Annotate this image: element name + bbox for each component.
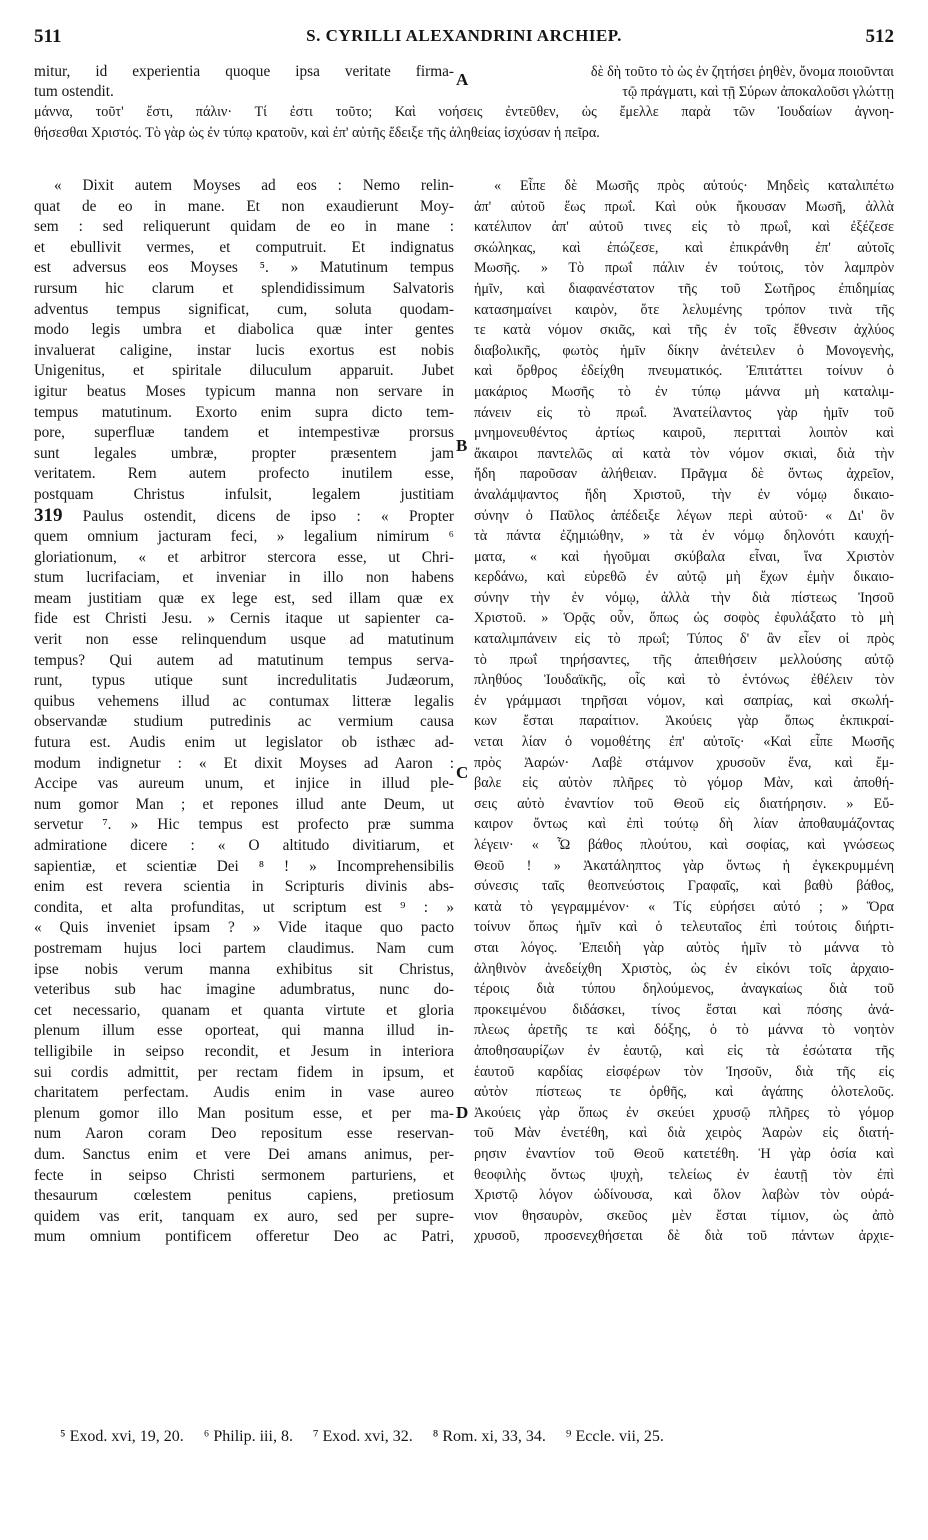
greek-line: σύνην ὁ Παῦλος ἀπέδειξε λέγων περὶ αὐτοῦ· « Δι' ὃν — [474, 507, 894, 524]
latin-line: sapientiæ, et scientiæ Dei ⁸ ! » Incomprehensibilis — [34, 857, 454, 875]
latin-line: sunt legales umbræ, propter præsentem jam — [34, 444, 454, 462]
greek-top-line: τῷ πράγματι, καὶ τῇ Σύρων ἀποκαλοῦσι γλώττῃ — [622, 84, 894, 100]
latin-line: tempus? Qui autem ad matutinum tempus serva- — [34, 651, 454, 669]
latin-line: thesaurum cœlestem penitus capiens, pretiosum — [34, 1187, 454, 1205]
footnotes — [60, 1428, 888, 1446]
full-width-line: μάννα, τοῦτ' ἔστι, πάλιν· Τί ἐστι τοῦτο; Καὶ νοήσεις ἐντεῦθεν, ὡς ἔμελλε παρὰ τῶν Ἰουδαίων ἀγνοη- — [34, 104, 894, 120]
latin-line: mum omnium pontificem offeretur Deo ac Patri, — [34, 1228, 454, 1246]
greek-line: Χριστοῦ. » Ὁρᾷς οὖν, ὅπως ὡς σοφὸς ἐφυλάξατο τὸ μὴ — [474, 610, 894, 627]
latin-line: postquam Christus infulsit, legalem justitiam — [34, 485, 454, 503]
greek-line: θεοφιλὴς ὄντως ψυχὴ, τελείως ἐν ἑαυτῇ τὸν ἐπὶ — [474, 1166, 894, 1183]
latin-line: enim est revera scientia in Scripturis divinis abs- — [34, 878, 454, 896]
footnote: ⁵ Exod. xvi, 19, 20. — [60, 1428, 184, 1445]
running-title: S. CYRILLI ALEXANDRINI ARCHIEP. — [306, 26, 622, 45]
greek-line: τοίνυν ὅπως ἡμῖν καὶ ὁ τελευταῖος ἐπὶ τούτοις διήρτι- — [474, 919, 894, 936]
greek-text-column — [474, 176, 894, 1247]
greek-line: τέροις διὰ τύπου δηλούμενος, ἀναγκαίως διὰ τοῦ — [474, 981, 894, 998]
greek-line: Ἀκούεις γὰρ ὅπως ἐν σκεύει χρυσῷ πλῆρες τὸ γόμορ — [474, 1104, 894, 1121]
page-header — [30, 26, 898, 52]
greek-line: κατασημαίνει καιρὸν, ὅτε λελυμένης τρόπον τινὰ τῆς — [474, 301, 894, 318]
left-page-number: 511 — [34, 26, 62, 47]
latin-line: quat de eo in mane. Et non exaudierunt Moy- — [34, 197, 454, 215]
latin-text-column — [34, 176, 454, 1248]
greek-line: τὸ πρωΐ τηρήσαντες, τῆς ἀπειθήσειν μελλούσης αὐτῷ — [474, 651, 894, 668]
latin-line: dum. Sanctus enim et vere Dei amans animus, per- — [34, 1145, 454, 1163]
latin-line: tempus matutinum. Exorto enim supra dicto tem- — [34, 403, 454, 421]
greek-line: ἑαυτοῦ καρδίας εἰσφέρων τὸν Ἰησοῦν, διὰ τῆς εἰς — [474, 1063, 894, 1080]
latin-line: fecte in seipso Christi sermonem parturiens, et — [34, 1166, 454, 1184]
latin-line: adventus tempus significat, cum, soluta quodam- — [34, 300, 454, 318]
latin-line: meam justitiam quæ ex lege est, sed illam quæ ex — [34, 589, 454, 607]
latin-line: modo legis umbra et diabolica quæ inter gentes — [34, 321, 454, 339]
latin-line: « Dixit autem Moyses ad eos : Nemo relin- — [54, 177, 454, 194]
column-number-marker: 319 — [34, 505, 63, 526]
latin-top-line: mitur, id experientia quoque ipsa veritate firma- — [34, 63, 454, 80]
greek-line: τοῦ Μὰν ἐνετέθη, καὶ διὰ χειρὸς Ἀαρὼν εἰς διατή- — [474, 1125, 894, 1142]
latin-line: gloriationum, « et arbitror stercora esse, ut Chri- — [34, 548, 454, 566]
greek-line: αὐτὸν πίστεως τε ὀρθῆς, καὶ ἀγάπης ὁλοτελοῦς. — [474, 1084, 894, 1101]
greek-line: καιρον ὄντως καὶ ἐπὶ τούτῳ δὴ λίαν ἀποθαυμάζοντας — [474, 816, 894, 833]
latin-line: charitatem perfectam. Audis enim in vase aureo — [34, 1084, 454, 1102]
latin-line: veritatem. Rem autem profecto inutilem esse, — [34, 465, 454, 483]
greek-line: ἀναλάμψαντος ἤδη Χριστοῦ, τὴν ἐν νόμῳ δικαιο- — [474, 486, 894, 503]
greek-line: νεται λίαν ὁ νομοθέτης ἐπ' αὐτοῖς· «Καὶ εἶπε Μωσῆς — [474, 734, 894, 751]
margin-letter-a: A — [456, 70, 469, 89]
greek-line: κατὰ τὸ γεγραμμένον· « Τίς εὑρήσει αὐτό ; » Ὅρα — [474, 898, 894, 915]
greek-line: σεις αὐτὸ ἐναντίον τοῦ Θεοῦ εἰς διατήρησιν. » Εὔ- — [474, 795, 894, 812]
greek-line: κερδάνω, καὶ εὑρεθῶ ἐν αὐτῷ μὴ ἔχων ἐμὴν δικαιο- — [474, 569, 894, 586]
margin-letter-c: C — [456, 763, 469, 782]
latin-line: Accipe vas aureum unum, et injice in illud ple- — [34, 775, 454, 793]
greek-line: ἀποθησαυρίζων ἐν ἑαυτῷ, καὶ εἰς τὰ ἐσώτατα τῆς — [474, 1042, 894, 1059]
greek-line: Χριστῷ λόγον ὠδίνουσα, καὶ ὅλον λαβὼν τὸν οὐρά- — [474, 1187, 894, 1204]
footnote: ⁶ Philip. iii, 8. — [203, 1428, 293, 1445]
greek-line: προκειμένου διδάσκει, τίνος ἔσται καὶ πόσης ἀνά- — [474, 1001, 894, 1018]
latin-line: 319 Paulus ostendit, dicens de ipso : « Propter — [34, 505, 454, 526]
latin-line: igitur beatus Moses typicum manna non servare in — [34, 382, 454, 400]
greek-line: σύνεσις ταῖς θεοπνεύστοις Γραφαῖς, καὶ βαθὺ βάθος, — [474, 878, 894, 895]
greek-line: πάνειν εἰς τὸ πρωΐ. Ἀνατείλαντος γὰρ ἡμῖν τοῦ — [474, 404, 894, 421]
latin-line: cet necessario, quanam et quanta virtute et gloria — [34, 1001, 454, 1019]
latin-line: plenum illum esse oporteat, qui manna illud in- — [34, 1022, 454, 1040]
footnote: ⁹ Eccle. vii, 25. — [565, 1428, 664, 1445]
margin-letter-b: B — [456, 436, 468, 455]
latin-line: runt, typus utique sunt incredulitatis Judæorum, — [34, 672, 454, 690]
latin-line: est adversus eos Moyses ⁵. » Matutinum tempus — [34, 259, 454, 277]
latin-line: servetur ⁷. » Hic tempus est profecto præ summa — [34, 816, 454, 834]
latin-line: pore, superfluæ tandem et intempestivæ prorsus — [34, 424, 454, 442]
greek-line: καὶ ὄρθρος ἐδείχθη πνευματικός. Ἐπιτάττει τοίνυν ὁ — [474, 363, 894, 380]
latin-line: plenum gomor illo Man positum esse, et per ma- — [34, 1104, 454, 1122]
full-width-line: θήσεσθαι Χριστός. Τὸ γὰρ ὡς ἐν τύπῳ κρατοῦν, καὶ ἐπ' αὐτῆς ἔδειξε τῆς ἀληθείας ἰσχύσαν ἡ πεῖρα. — [34, 125, 600, 141]
latin-line: quidem vas erit, tanquam ex auro, sed per supre- — [34, 1207, 454, 1225]
greek-line: πληθύος Ἰουδαϊκῆς, οἷς καὶ τὸ ἐντόνως ἐθέλειν τὸν — [474, 672, 894, 689]
latin-line: veteribus sub hac imagine adumbratus, nunc do- — [34, 981, 454, 999]
latin-line: postremam hujus loci partem claudimus. Nam cum — [34, 939, 454, 957]
latin-line: sui cordis admittit, per rectam fidem in ipsum, et — [34, 1063, 454, 1081]
latin-line: rursum hic clarum et splendidissimum Salvatoris — [34, 279, 454, 297]
greek-line: καταλιμπάνειν εἰς τὸ πρωΐ; Τύπος δ' ἂν εἶεν οἱ πρὸς — [474, 631, 894, 648]
greek-top-line: δὲ δὴ τοῦτο τὸ ὡς ἐν ζητήσει ῥηθὲν, ὄνομα ποιοῦνται — [590, 64, 894, 80]
greek-line: ἄκαιροι παντελῶς αἱ κατὰ τὸν νόμον σκιαὶ, διὰ τὴν — [474, 445, 894, 462]
greek-line: χρυσοῦ, προσενεχθήσεται δὲ διὰ τοῦ πάντων ἀρχιε- — [474, 1228, 894, 1245]
latin-line: modum indignetur : « Et dixit Moyses ad Aaron : — [34, 754, 454, 772]
latin-line: futura est. Audis enim ut legislator ob isthæc ad- — [34, 734, 454, 752]
latin-line: Unigenitus, et spiritale diluculum apparuit. Jubet — [34, 362, 454, 380]
greek-line: μνημονευθέντος ἀρτίως καιροῦ, περιτταὶ λοιπὸν καὶ — [474, 425, 894, 442]
latin-line: quibus vehemens illud ac contumax litteræ legalis — [34, 692, 454, 710]
greek-line: νιον θησαυρὸν, σκεῦος μὲν ἔσται τίμιον, ὡς ἀπὸ — [474, 1207, 894, 1224]
greek-line: λέγειν· « Ὦ βάθος πλούτου, καὶ σοφίας, καὶ γνώσεως — [474, 837, 894, 853]
greek-full-width-paragraph — [34, 102, 894, 144]
margin-letter-d: D — [456, 1103, 469, 1122]
greek-line: ἀπ' αὐτοῦ ἕως πρωΐ. Καὶ οὐκ ἤκουσαν Μωσῆ, ἀλλὰ — [474, 198, 894, 215]
greek-line: διαβολικῆς, φωτὸς ἡμῖν δίκην ἀνέτειλεν ὁ Μονογενὴς, — [474, 342, 894, 359]
latin-top-column — [34, 62, 454, 102]
greek-line: σύνην τὴν ἐν νόμῳ, ἀλλὰ τὴν διὰ πίστεως Ἰησοῦ — [474, 589, 894, 606]
greek-line: βαλε εἰς αὐτὸν πλῆρες τὸ γόμορ Μὰν, καὶ ἀποθή- — [474, 775, 894, 792]
latin-line: invaluerat caligine, instar lucis exortus est nobis — [34, 341, 454, 359]
latin-line: num gomor Man ; et repones illud ante Deum, ut — [34, 795, 454, 813]
latin-line: fide est Christi Jesu. » Cernis itaque ut sapienter ca- — [34, 610, 454, 628]
latin-line: condita, et alta profunditas, ut scriptum est ⁹ : » — [34, 898, 454, 916]
footnote: ⁸ Rom. xi, 33, 34. — [432, 1428, 546, 1445]
greek-line: Θεοῦ ! » Ἀκατάληπτος γὰρ ὄντως ἡ ἐγκεκρυμμένη — [474, 857, 894, 874]
latin-line: admiratione dicere : « O altitudo divitiarum, et — [34, 837, 454, 854]
greek-line: σκώληκας, καὶ ἐπώζεσε, καὶ ἐπικράνθη ἐπ' αὐτοῖς — [474, 239, 894, 256]
greek-line: πρὸς Ἀαρών· Λαβὲ στάμνον χρυσοῦν ἕνα, καὶ ἔμ- — [474, 754, 894, 771]
latin-line: stum lucrifaciam, et inveniar in illo non habens — [34, 569, 454, 587]
greek-line: ἀληθινὸν ἀνεδείχθη Χριστὸς, ὡς ἐν εἰκόνι τοῖς ἀρχαιο- — [474, 960, 894, 977]
greek-line: κατέλιπον ἀπ' αὐτοῦ τινες εἰς τὸ πρωΐ, καὶ ἐξέζεσε — [474, 219, 894, 236]
greek-line: ρησιν ἐναντίον τοῦ Θεοῦ κατετέθη. Ἡ γὰρ ὁσία καὶ — [474, 1145, 894, 1162]
greek-line: τὰ πάντα ἐζημιώθην, » τὰ ἐν νόμῳ δηλονότι καυχή- — [474, 528, 894, 545]
footnote: ⁷ Exod. xvi, 32. — [312, 1428, 413, 1445]
latin-line: ipse nobis verum manna exhibitus sit Christus, — [34, 960, 454, 978]
latin-line: verit non esse relinquendum usque ad matutinum — [34, 631, 454, 649]
latin-line: observandæ studium putredinis ac vermium causa — [34, 713, 454, 731]
latin-line: « Quis inveniet ipsam ? » Vide itaque quo pacto — [34, 919, 454, 937]
greek-line: Μωσῆς. » Τὸ πρωΐ πάλιν ἐν τούτοις, τὸν λαμπρὸν — [474, 260, 894, 277]
greek-line: τε κατὰ νόμον σκιᾶς, καὶ τῆς ἐν τοῖς ἔθνεσιν ἀχλύος — [474, 322, 894, 339]
latin-line: et ebullivit vermes, et computruit. Et indignatus — [34, 238, 454, 256]
greek-line: « Εἶπε δὲ Μωσῆς πρὸς αὐτούς· Μηδεὶς καταλιπέτω — [494, 178, 894, 194]
greek-top-column — [474, 62, 894, 102]
greek-line: κων ἔσται παραίτιον. Ἀκούεις γὰρ ὅπως ἐκπικραί- — [474, 713, 894, 730]
greek-line: πλεως ἀρετῆς τε καὶ δόξης, ὁ τὸ μάννα τὸ νοητὸν — [474, 1022, 894, 1039]
greek-line: ἐν γράμμασι τηρῆσαι νόμον, καὶ σαπρίας, καὶ σκωλή- — [474, 692, 894, 709]
greek-line: ἤδη παροῦσαν ἀλήθειαν. Πρᾶγμα δὲ ὄντως ἀχρεῖον, — [474, 466, 894, 483]
latin-top-line: tum ostendit. — [34, 83, 114, 100]
greek-line: μακάριος Μωσῆς τὸ ἐν τύπῳ μάννα μὴ καταλιμ- — [474, 383, 894, 400]
right-page-number: 512 — [865, 26, 894, 47]
greek-line: σται λόγος. Ἐπειδὴ γὰρ αὐτὸς ἡμῖν τὸ μάννα τὸ — [474, 939, 894, 956]
greek-line: ματα, « καὶ ἡγοῦμαι σκύβαλα εἶναι, ἵνα Χριστὸν — [474, 548, 894, 565]
latin-line: num Aaron coram Deo repositum esse reservan- — [34, 1125, 454, 1143]
latin-line: quem omnium jacturam feci, » legalium nimirum ⁶ — [34, 528, 454, 546]
latin-line: telligibile in seipso recondit, et Jesum in interiora — [34, 1042, 454, 1060]
greek-line: ἡμῖν, καὶ διαφανέστατον τῆς τοῦ Σωτῆρος ἐπιδημίας — [474, 280, 894, 297]
latin-line: sem : sed reliquerunt quidam de eo in mane : — [34, 218, 454, 236]
